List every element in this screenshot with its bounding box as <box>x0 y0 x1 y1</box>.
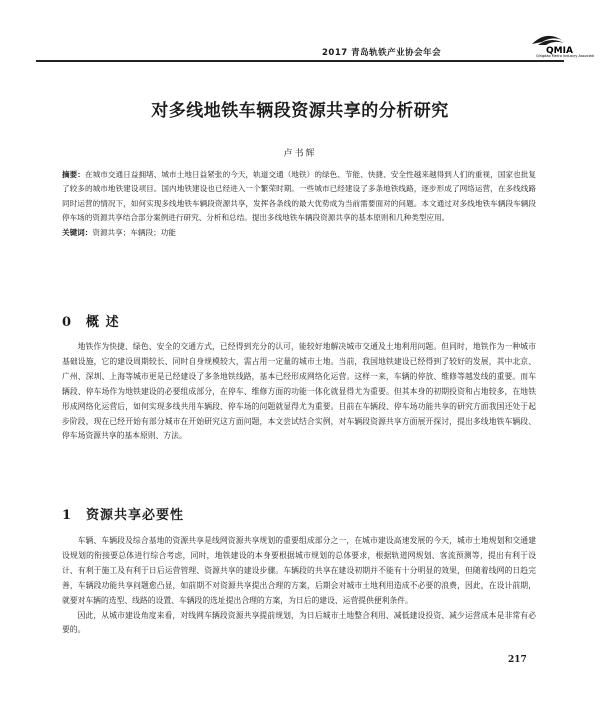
keywords-label: 关键词： <box>62 227 93 237</box>
section-heading-necessity <box>62 504 184 523</box>
abstract-label: 摘要： <box>62 170 85 179</box>
section-body-necessity <box>62 534 536 638</box>
section-title: 资源共享必要性 <box>86 508 185 523</box>
keywords-text: 资源共享；车辆段；功能 <box>92 227 176 237</box>
section-number: 1 <box>62 508 73 523</box>
section-title: 概 述 <box>86 315 120 330</box>
logo-subtext: Qingdao Metro Industry Association <box>536 54 594 58</box>
article-title: 对多线地铁车辆段资源共享的分析研究 <box>151 101 449 121</box>
paragraph: 地铁作为快捷、绿色、安全的交通方式，已经得到充分的认可，能较好地解决城市交通及土地利用问题。但同时，地铁作为一种城市基础设施，它的建设周期较长、同时自身规模较大，需占用一定量的城市土地。当前，我国地铁建设已经得到了较好的发展，其中北京、广州、深圳、上海等城市更是已经建设了多条地铁线路，基本已经形成网络化运营。这样一来，车辆的停放、维修等越发线的重要。而车辆段、停车场作为地铁建设的必要组成部分，在停车、维修方面的功能一体化就显得尤为重要。但其本身的初期投资和占地较多，在地铁形成网络化运营后，如何实现多线共用车辆段、停车场的问题就显得尤为重要。目前在车辆段、停车场功能共享的研究方面我国还处于起步阶段，现在已经开始有部分城市在开始研究这方面问题，本文尝试结合实例，对车辆段资源共享方面展开探讨，提出多线地铁车辆段、停车场资源共享的基本原则、方法。 <box>62 342 536 441</box>
article-author: 卢书辉 <box>283 149 317 159</box>
abstract-block <box>62 168 536 240</box>
logo-text: QMIA <box>546 46 573 56</box>
header-rule <box>36 60 564 62</box>
association-logo <box>524 32 594 58</box>
keywords-line <box>62 226 536 240</box>
journal-line: 2017 青岛轨铁产业协会年会 <box>322 48 442 58</box>
paragraph: 车辆、车辆段及综合基地的资源共享是线网资源共享规划的重要组成部分之一，在城市建设高速发展的今天，城市土地规划和交通建设规划的衔接要总体进行综合考虑，同时，地铁建设的本身要根据城市规划的总体要求，根据轨道网规划、客流预测等，提出有利于设计、有利于施工及有利于日后运营管理、资源共享的建设步骤。车辆段的共享在建设初期并不能有十分明显的效果，但随着线网的日趋完善，车辆段功能共享问题愈凸显，如前期不对资源共享提出合理的方案，后期会对城市土地利用造成不必要的浪费，因此，在设计前期，就要对车辆的选型、线路的设置、车辆段的选址提出合理的方案，为日后的建设、运营提供便利条件。 <box>62 536 536 605</box>
paragraph: 因此，从城市建设角度来看，对线网车辆段资源共享提前规划，为日后城市土地整合利用、减低建设投资、减少运营成本是非常有必要的。 <box>62 610 536 635</box>
section-heading-overview <box>62 311 120 330</box>
section-body-overview <box>62 340 536 444</box>
section-number: 0 <box>62 315 73 330</box>
journal-header <box>36 36 594 60</box>
abstract-text: 在城市交通日益拥堵、城市土地日益紧张的今天，轨道交通（地铁）的绿色、节能、快捷、安全性越来越得到人们的重视，国家也批复了较多的城市地铁建设项目。国内地铁建设也已经进入一个繁荣时期。一些城市已经建设了多条地铁线路，逐步形成了网络运营，在多线线路同时运营的情况下，如何实现多线地铁车辆段资源共享，发挥各条线的最大优势成为当前需要面对的问题。本文通过对多线地铁车辆段车辆段停车场的资源共享结合部分案例进行研究、分析和总结。提出多线地铁车辆段资源共享的基本原则和几种类型应用。 <box>62 170 537 223</box>
page-number: 217 <box>508 655 527 665</box>
qmia-logo-icon <box>524 32 594 58</box>
